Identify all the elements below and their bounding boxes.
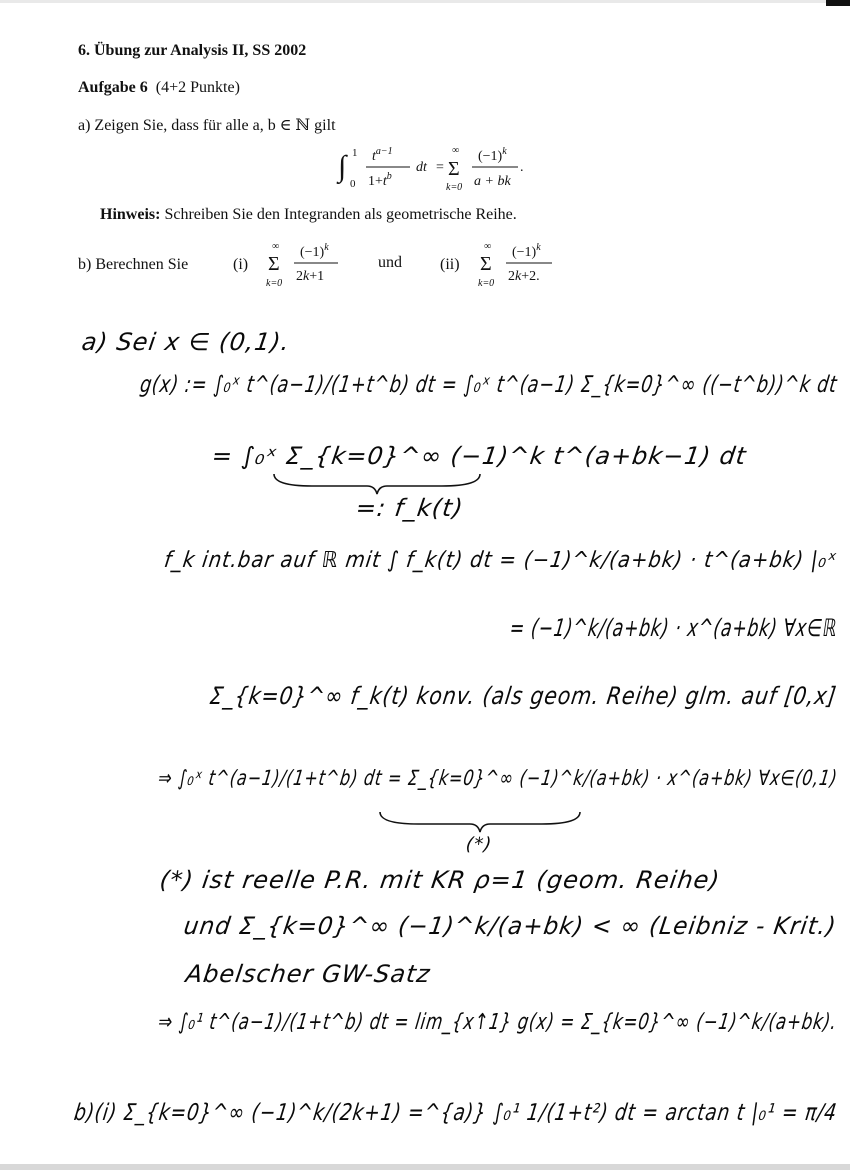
hint-line — [100, 206, 517, 224]
part-b-und: und — [378, 254, 402, 271]
formula-sum-ii — [478, 236, 568, 292]
hw-line-abel: Abelscher GW-Satz — [184, 960, 433, 988]
svg-text:=: = — [436, 160, 444, 175]
hw-line-part-b-i: b)(i) Σ_{k=0}^∞ (−1)^k/(2k+1) =^{a)} ∫₀¹ 1/(1+t²) dt = arctan t |₀¹ = π/4 — [72, 1100, 839, 1126]
svg-text:∞: ∞ — [272, 241, 280, 252]
hw-line-uniform-convergence: Σ_{k=0}^∞ f_k(t) konv. (als geom. Reihe) glm. auf [0,x] — [208, 682, 839, 710]
scan-edge-top — [0, 0, 850, 3]
part-b-text: b) Berechnen Sie — [78, 256, 189, 273]
hw-line-power-series: (*) ist reelle P.R. mit KR ρ=1 (geom. Reihe) — [158, 866, 722, 894]
formula-main-identity — [330, 140, 550, 200]
svg-text:a + bk: a + bk — [474, 174, 511, 189]
hw-line-g-definition: g(x) := ∫₀ˣ t^(a−1)/(1+t^b) dt = ∫₀ˣ t^(a−1) Σ_{k=0}^∞ ((−t^b))^k dt — [138, 372, 839, 398]
svg-text:1+tb: $1+t^b$ — [368, 171, 392, 189]
svg-text:0: 0 — [350, 178, 356, 190]
svg-text:Σ: Σ — [480, 253, 492, 275]
svg-text:ta−1: $t^{a-1}$ — [372, 146, 393, 164]
hw-brace-label-fk: =: f_k(t) — [354, 494, 466, 522]
svg-text:(−1)k: $(-1)^k$ — [300, 242, 329, 260]
svg-text:Σ: Σ — [268, 253, 280, 275]
svg-text:Σ: Σ — [448, 158, 460, 180]
svg-text:dt: dt — [416, 160, 427, 175]
scan-corner-mark — [826, 0, 850, 6]
hint-label: Hinweis: — [100, 206, 161, 223]
svg-text:1: 1 — [352, 147, 358, 159]
task-points: (4+2 Punkte) — [155, 79, 240, 96]
task-label: Aufgabe 6 — [78, 79, 148, 96]
hw-brace-label-star: (*) — [464, 834, 494, 855]
svg-text:k=0: k=0 — [478, 278, 495, 289]
hw-line-conclusion: ⇒ ∫₀¹ t^(a−1)/(1+t^b) dt = lim_{x↑1} g(x) = Σ_{k=0}^∞ (−1)^k/(a+bk). — [156, 1010, 839, 1035]
formula-sum-i — [266, 236, 346, 292]
hw-line-fk-integrable: f_k int.bar auf ℝ mit ∫ f_k(t) dt = (−1)^k/(a+bk) · t^(a+bk) |₀ˣ — [162, 548, 839, 573]
hint-text: Schreiben Sie den Integranden als geometrische Reihe. — [164, 206, 517, 223]
svg-text:k=0: k=0 — [446, 182, 463, 193]
svg-text:∞: ∞ — [484, 241, 492, 252]
hw-underbrace-2 — [378, 810, 582, 834]
svg-text:2k+2.: 2k+2. — [508, 269, 540, 284]
svg-text:.: . — [520, 160, 524, 175]
part-b-i-label: (i) — [233, 256, 249, 273]
scan-edge-bottom — [0, 1164, 850, 1170]
hw-line-integral-series: ⇒ ∫₀ˣ t^(a−1)/(1+t^b) dt = Σ_{k=0}^∞ (−1)^k/(a+bk) · x^(a+bk) ∀x∈(0,1) — [156, 766, 840, 790]
sheet-title: 6. Übung zur Analysis II, SS 2002 — [78, 42, 307, 59]
svg-text:(−1)k: $(-1)^k$ — [478, 146, 507, 164]
hw-line-leibniz: und Σ_{k=0}^∞ (−1)^k/(a+bk) < ∞ (Leibniz - Krit.) — [182, 912, 839, 940]
task-heading — [78, 79, 240, 97]
part-a-text: a) Zeigen Sie, dass für alle a, b ∈ ℕ gilt — [78, 117, 336, 134]
part-b-ii-label: (ii) — [440, 256, 460, 273]
svg-text:(−1)k: $(-1)^k$ — [512, 242, 541, 260]
svg-text:∫: ∫ — [338, 150, 347, 183]
svg-text:2k+1: 2k+1 — [296, 269, 325, 284]
hw-underbrace-1 — [272, 472, 482, 496]
hw-line-intro: a) Sei x ∈ (0,1). — [80, 328, 292, 356]
hw-line-fk-result: = (−1)^k/(a+bk) · x^(a+bk) ∀x∈ℝ — [508, 614, 840, 642]
hw-line-series-integral: = ∫₀ˣ Σ_{k=0}^∞ (−1)^k t^(a+bk−1) dt — [210, 442, 749, 470]
svg-text:∞: ∞ — [452, 145, 460, 156]
svg-text:k=0: k=0 — [266, 278, 283, 289]
